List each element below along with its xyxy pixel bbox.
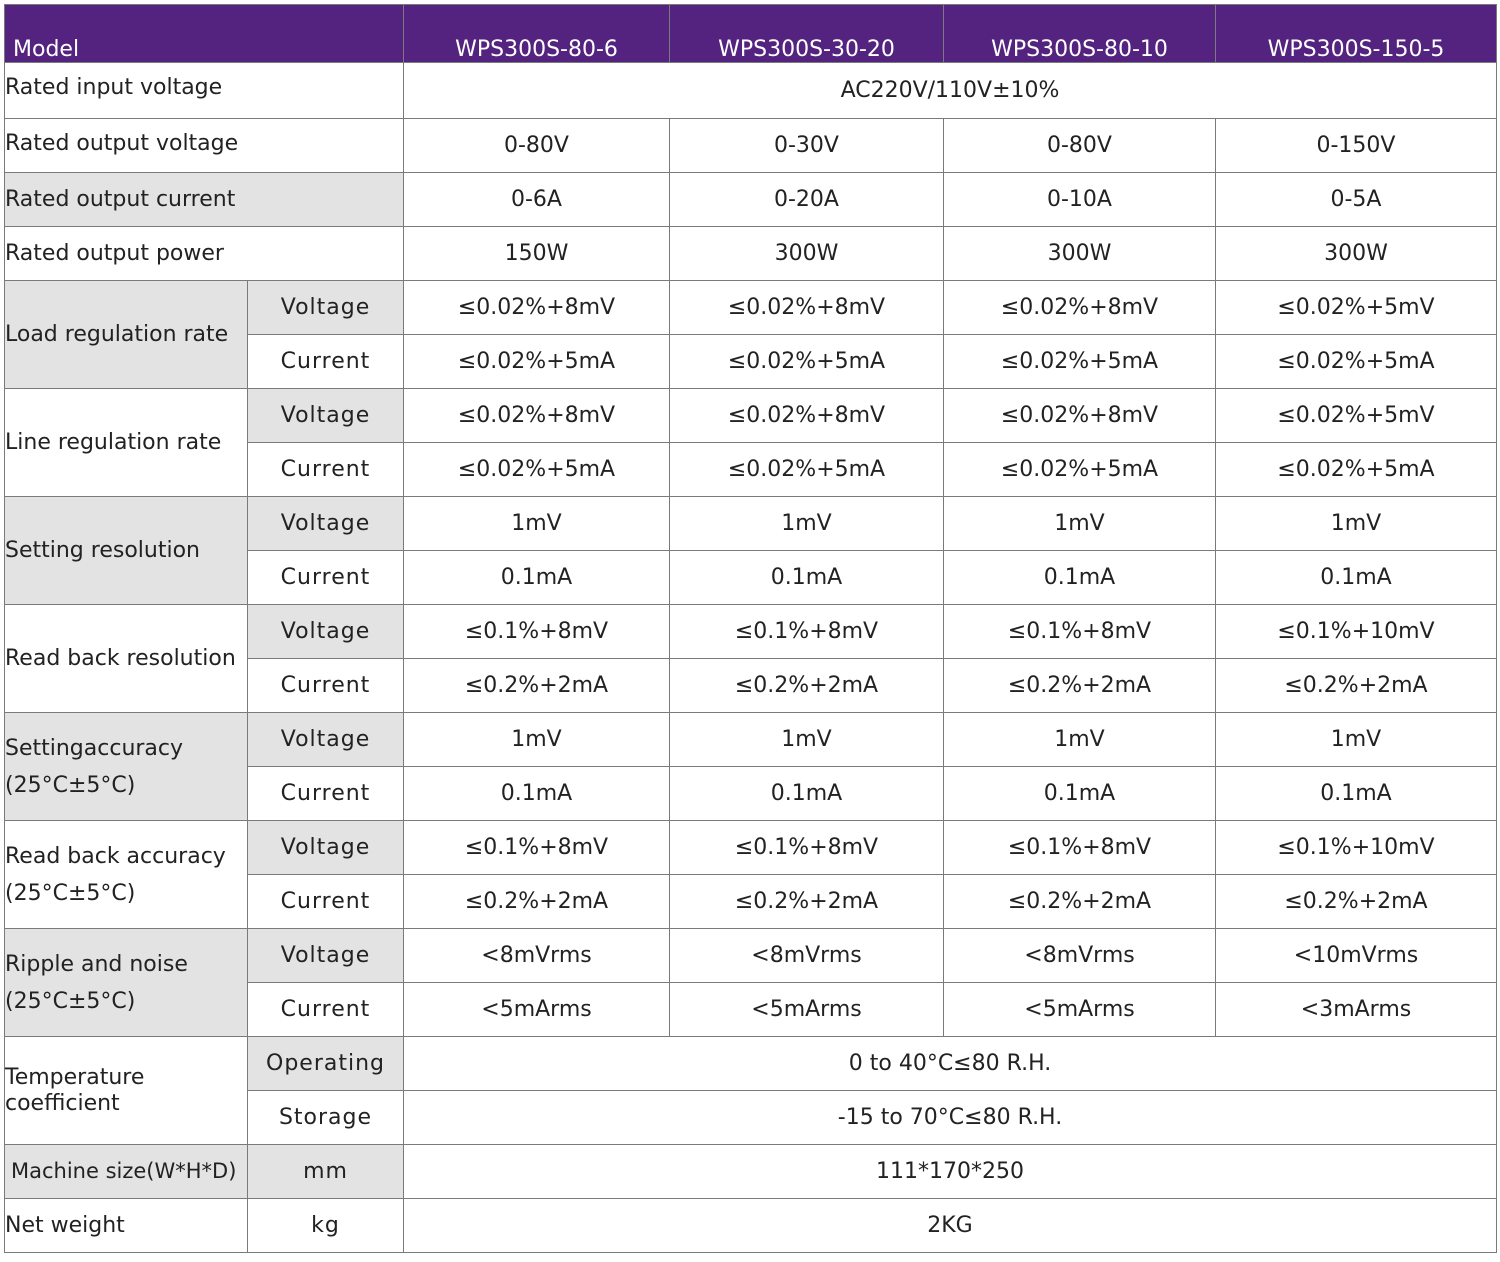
cell-value: ≤0.1%+8mV bbox=[670, 821, 944, 875]
sub-label: Current bbox=[248, 659, 404, 713]
cell-value: ≤0.02%+8mV bbox=[670, 389, 944, 443]
row-load-regulation-voltage bbox=[5, 281, 1497, 335]
cell-value: 1mV bbox=[670, 497, 944, 551]
cell-value: ≤0.02%+8mV bbox=[944, 389, 1216, 443]
row-value-merged: AC220V/110V±10% bbox=[404, 63, 1497, 119]
cell-value: ≤0.2%+2mA bbox=[670, 875, 944, 929]
sub-label: Voltage bbox=[248, 713, 404, 767]
cell-value: <10mVrms bbox=[1216, 929, 1497, 983]
cell-value: ≤0.02%+8mV bbox=[404, 281, 670, 335]
cell-value: ≤0.02%+8mV bbox=[404, 389, 670, 443]
group-label: Line regulation rate bbox=[5, 389, 248, 497]
cell-value: ≤0.2%+2mA bbox=[944, 659, 1216, 713]
group-label-condition: (25°C±5°C) bbox=[5, 880, 136, 906]
row-rated-output-power bbox=[5, 227, 1497, 281]
sub-label: Voltage bbox=[248, 389, 404, 443]
group-label-title: Read back accuracy bbox=[5, 843, 226, 869]
row-ripple-noise-voltage bbox=[5, 929, 1497, 983]
cell-value: ≤0.02%+5mA bbox=[404, 335, 670, 389]
cell-value: ≤0.2%+2mA bbox=[1216, 875, 1497, 929]
sub-label: Current bbox=[248, 335, 404, 389]
cell-value: <8mVrms bbox=[670, 929, 944, 983]
row-rated-output-voltage bbox=[5, 119, 1497, 173]
row-rated-output-current bbox=[5, 173, 1497, 227]
group-label bbox=[5, 1037, 248, 1145]
cell-value: ≤0.1%+10mV bbox=[1216, 605, 1497, 659]
row-label: Rated output current bbox=[5, 173, 404, 227]
cell-value: 1mV bbox=[1216, 713, 1497, 767]
row-rated-input-voltage bbox=[5, 63, 1497, 119]
group-label: Setting resolution bbox=[5, 497, 248, 605]
group-label-title: Ripple and noise bbox=[5, 951, 188, 977]
sub-label: Voltage bbox=[248, 497, 404, 551]
cell-value: ≤0.02%+5mA bbox=[944, 443, 1216, 497]
cell-value: 0.1mA bbox=[1216, 767, 1497, 821]
cell-value: 1mV bbox=[944, 713, 1216, 767]
cell-value: ≤0.02%+5mA bbox=[1216, 443, 1497, 497]
row-machine-size bbox=[5, 1145, 1497, 1199]
row-net-weight bbox=[5, 1199, 1497, 1253]
cell-value: ≤0.1%+8mV bbox=[404, 821, 670, 875]
group-label bbox=[5, 713, 248, 821]
group-label-title: Settingaccuracy bbox=[5, 735, 184, 761]
cell-value: 1mV bbox=[404, 497, 670, 551]
row-temperature-operating bbox=[5, 1037, 1497, 1091]
group-label-line1: Temperature bbox=[5, 1064, 145, 1090]
model-header: Model bbox=[5, 5, 404, 63]
row-label: Rated output power bbox=[5, 227, 404, 281]
cell-value: ≤0.02%+5mV bbox=[1216, 281, 1497, 335]
cell-value: ≤0.2%+2mA bbox=[1216, 659, 1497, 713]
cell-value: 0.1mA bbox=[404, 767, 670, 821]
spec-table bbox=[4, 4, 1497, 1253]
cell-value: 0.1mA bbox=[944, 767, 1216, 821]
sub-label: Current bbox=[248, 767, 404, 821]
sub-label: Voltage bbox=[248, 929, 404, 983]
row-value-merged: 111*170*250 bbox=[404, 1145, 1497, 1199]
cell-value: 300W bbox=[670, 227, 944, 281]
row-read-back-accuracy-voltage bbox=[5, 821, 1497, 875]
model-name: WPS300S-80-10 bbox=[944, 5, 1216, 63]
cell-value: 0-150V bbox=[1216, 119, 1497, 173]
sub-label: Operating bbox=[248, 1037, 404, 1091]
cell-value: 0-10A bbox=[944, 173, 1216, 227]
group-label-condition: (25°C±5°C) bbox=[5, 772, 136, 798]
cell-value: 1mV bbox=[404, 713, 670, 767]
model-name: WPS300S-80-6 bbox=[404, 5, 670, 63]
cell-value: ≤0.1%+8mV bbox=[944, 821, 1216, 875]
sub-label: Current bbox=[248, 875, 404, 929]
cell-value: ≤0.1%+8mV bbox=[944, 605, 1216, 659]
sub-label: Storage bbox=[248, 1091, 404, 1145]
cell-value: <3mArms bbox=[1216, 983, 1497, 1037]
row-read-back-resolution-voltage bbox=[5, 605, 1497, 659]
row-setting-resolution-voltage bbox=[5, 497, 1497, 551]
cell-value: 0-20A bbox=[670, 173, 944, 227]
cell-value: 0.1mA bbox=[944, 551, 1216, 605]
cell-value: 1mV bbox=[670, 713, 944, 767]
sub-label: Voltage bbox=[248, 821, 404, 875]
cell-value: ≤0.02%+8mV bbox=[944, 281, 1216, 335]
row-line-regulation-voltage bbox=[5, 389, 1497, 443]
cell-value: 0-5A bbox=[1216, 173, 1497, 227]
spec-table-container bbox=[4, 4, 1497, 1253]
sub-label: Current bbox=[248, 983, 404, 1037]
cell-value: ≤0.02%+5mA bbox=[944, 335, 1216, 389]
sub-label: Current bbox=[248, 443, 404, 497]
cell-value: 0-30V bbox=[670, 119, 944, 173]
cell-value: 0-80V bbox=[944, 119, 1216, 173]
sub-label: Voltage bbox=[248, 281, 404, 335]
row-value-merged: 0 to 40°C≤80 R.H. bbox=[404, 1037, 1497, 1091]
row-label: Net weight bbox=[5, 1199, 248, 1253]
cell-value: ≤0.02%+8mV bbox=[670, 281, 944, 335]
cell-value: 0.1mA bbox=[670, 551, 944, 605]
cell-value: 300W bbox=[944, 227, 1216, 281]
cell-value: ≤0.02%+5mV bbox=[1216, 389, 1497, 443]
group-label-condition: (25°C±5°C) bbox=[5, 988, 136, 1014]
model-name: WPS300S-150-5 bbox=[1216, 5, 1497, 63]
group-label: Read back resolution bbox=[5, 605, 248, 713]
cell-value: ≤0.1%+8mV bbox=[670, 605, 944, 659]
group-label-line2: coefficient bbox=[5, 1090, 120, 1116]
cell-value: 1mV bbox=[944, 497, 1216, 551]
cell-value: 0.1mA bbox=[670, 767, 944, 821]
row-setting-accuracy-voltage bbox=[5, 713, 1497, 767]
cell-value: ≤0.2%+2mA bbox=[404, 875, 670, 929]
sub-label: Current bbox=[248, 551, 404, 605]
cell-value: ≤0.2%+2mA bbox=[404, 659, 670, 713]
group-label: Load regulation rate bbox=[5, 281, 248, 389]
cell-value: ≤0.2%+2mA bbox=[944, 875, 1216, 929]
cell-value: ≤0.1%+8mV bbox=[404, 605, 670, 659]
row-label: Rated output voltage bbox=[5, 119, 404, 173]
cell-value: ≤0.02%+5mA bbox=[1216, 335, 1497, 389]
unit-label: mm bbox=[248, 1145, 404, 1199]
cell-value: ≤0.1%+10mV bbox=[1216, 821, 1497, 875]
cell-value: <5mArms bbox=[404, 983, 670, 1037]
cell-value: <8mVrms bbox=[404, 929, 670, 983]
sub-label: Voltage bbox=[248, 605, 404, 659]
cell-value: 0-80V bbox=[404, 119, 670, 173]
row-label: Machine size(W*H*D) bbox=[5, 1145, 248, 1199]
row-value-merged: 2KG bbox=[404, 1199, 1497, 1253]
group-label bbox=[5, 821, 248, 929]
cell-value: 0-6A bbox=[404, 173, 670, 227]
cell-value: <5mArms bbox=[944, 983, 1216, 1037]
row-label: Rated input voltage bbox=[5, 63, 404, 119]
cell-value: ≤0.02%+5mA bbox=[404, 443, 670, 497]
cell-value: ≤0.02%+5mA bbox=[670, 335, 944, 389]
cell-value: 300W bbox=[1216, 227, 1497, 281]
header-row bbox=[5, 5, 1497, 63]
group-label bbox=[5, 929, 248, 1037]
cell-value: <5mArms bbox=[670, 983, 944, 1037]
model-name: WPS300S-30-20 bbox=[670, 5, 944, 63]
row-value-merged: -15 to 70°C≤80 R.H. bbox=[404, 1091, 1497, 1145]
unit-label: kg bbox=[248, 1199, 404, 1253]
cell-value: <8mVrms bbox=[944, 929, 1216, 983]
cell-value: ≤0.02%+5mA bbox=[670, 443, 944, 497]
cell-value: 150W bbox=[404, 227, 670, 281]
cell-value: 0.1mA bbox=[1216, 551, 1497, 605]
cell-value: ≤0.2%+2mA bbox=[670, 659, 944, 713]
cell-value: 0.1mA bbox=[404, 551, 670, 605]
cell-value: 1mV bbox=[1216, 497, 1497, 551]
